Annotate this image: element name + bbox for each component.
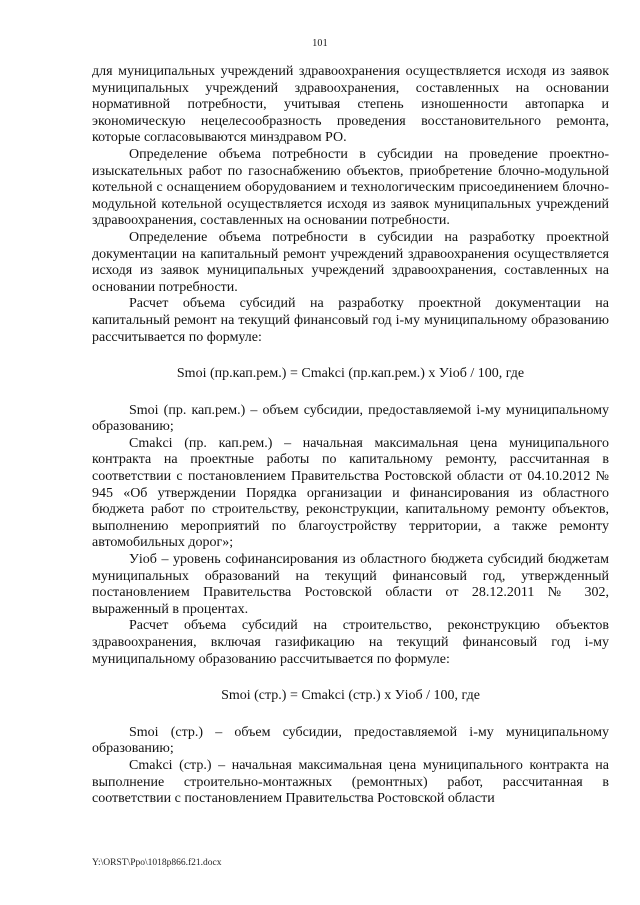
- spacer: [92, 705, 609, 725]
- document-body: [92, 64, 609, 808]
- formula-construction: Smoi (стр.) = Cmakci (стр.) х Уioб / 100, где: [221, 688, 480, 704]
- definition-cmakci-construction: Cmakci (стр.) – начальная максимальная цена муниципального контракта на выполнение строительно-монтажных (ремонтных) работ, рассчитанная в соответствии с постановлением Правительства Ростовской области: [92, 757, 609, 807]
- spacer: [92, 346, 609, 366]
- paragraph-design-docs-subsidy: Определение объема потребности в субсидии на разработку проектной документации на капитальный ремонт учреждений здравоохранения осуществляется исходя из заявок муниципальных учреждений здравоохранения, составленных на основании потребности.: [92, 229, 609, 295]
- definition-cmakci-repair: Cmakci (пр. кап.рем.) – начальная максимальная цена муниципального контракта на проектные работы по капитальному ремонту, рассчитанная в соответствии с постановлением Правительства Ростовской области от 04.10.2012 № 945 «Об утверждении Порядка организации и финансирования из областного бюджета работ по строительству, реконструкции, капитальному ремонту объектов, выполнению мероприятий по благоустройству территории, а также ремонту автомобильных дорог»;: [92, 435, 609, 551]
- paragraph-calc-intro-repair: Расчет объема субсидий на разработку проектной документации на капитальный ремонт на текущий финансовый год i-му муниципальному образованию рассчитывается по формуле:: [92, 296, 609, 345]
- definition-smoi-repair: Smoi (пр. кап.рем.) – объем субсидии, предоставляемой i-му муниципальному образованию;: [92, 402, 609, 435]
- spacer: [92, 383, 609, 403]
- paragraph-design-survey-subsidy: Определение объема потребности в субсидии на проведение проектно-изыскательных работ по газоснабжению объектов, приобретение блочно-модульной котельной с оснащением оборудованием и технологическим присоединением блочно-модульной котельной осуществляется исходя из заявок муниципальных учреждений здравоохранения, составленных на основании потребности.: [92, 146, 609, 229]
- spacer: [92, 668, 609, 688]
- formula-repair: Smoi (пр.кап.рем.) = Cmakci (пр.кап.рем.) х Уioб / 100, где: [176, 366, 525, 382]
- paragraph-calc-intro-construction: Расчет объема субсидий на строительство, реконструкцию объектов здравоохранения, включая газификацию на текущий финансовый год i-му муниципальному образованию рассчитывается по формуле:: [92, 618, 609, 667]
- definition-uiob: Уioб – уровень софинансирования из областного бюджета субсидий бюджетам муниципальных образований на текущий финансовый год, утвержденный постановлением Правительства Ростовской области от 28.12.2011 № 302, выраженный в процентах.: [92, 552, 609, 617]
- page-number: 101: [312, 38, 328, 49]
- footer-file-path: Y:\ORST\Ppo\1018p866.f21.docx: [92, 858, 222, 868]
- paragraph-continuation: для муниципальных учреждений здравоохранения осуществляется исходя из заявок муниципальных учреждений здравоохранения, составленных на основании нормативной потребности, учитывая степень изношенности автопарка и экономическую нецелесообразность проведения восстановительного ремонта, которые согласовываются минздравом РО.: [92, 64, 609, 146]
- definition-smoi-construction: Smoi (стр.) – объем субсидии, предоставляемой i-му муниципальному образованию;: [92, 724, 609, 757]
